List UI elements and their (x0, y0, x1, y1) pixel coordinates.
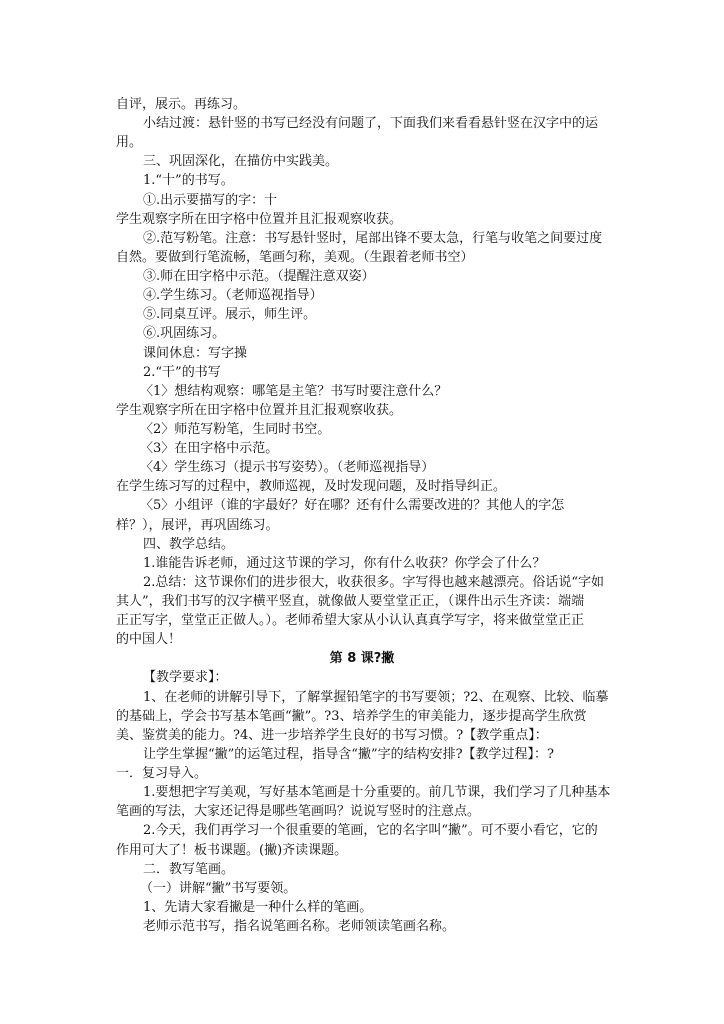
text-line: 1.要想把字写美观，写好基本笔画是十分重要的。前几节课，我们学习了几种基本 (143, 785, 611, 800)
text-line: 笔画的写法，大家还记得是哪些笔画吗？说说写竖时的注意点。 (116, 804, 481, 819)
text-line: 课间休息：写字操 (143, 346, 248, 361)
text-line: 美、鉴赏美的能力。?4、进一步培养学生良好的书写习惯。?【教学重点】： (116, 728, 548, 743)
text-line: 作用可大了！板书课题。(撇)齐读课题。 (116, 843, 348, 858)
text-line: ③.师在田字格中示范。（提醒注意双姿） (143, 269, 375, 284)
text-line: ⑤.同桌互评。展示，师生评。 (143, 307, 317, 322)
text-line: 〈3〉在田字格中示范。 (140, 441, 279, 456)
text-line: ⑥.巩固练习。 (143, 326, 226, 341)
text-line: 让学生掌握“撇”的运笔过程，指导含“撇”字的结构安排?【教学过程】：? (143, 747, 555, 762)
text-line: 样？），展评，再巩固练习。 (116, 518, 279, 533)
text-line: 的中国人！ (116, 632, 182, 647)
text-line: 1、在老师的讲解引导下，了解掌握铅笔字的书写要领；?2、在观察、比较、临摹 (143, 690, 609, 705)
section-heading: 一．复习导入。 (116, 766, 208, 781)
text-line: 正正写字，堂堂正正做人。）。老师希望大家从小认认真真学写字，将来做堂堂正正 (116, 613, 585, 628)
text-line: 【教学要求】： (143, 670, 228, 685)
text-line: ④.学生练习。（老师巡视指导） (143, 288, 323, 303)
section-heading: 二．教写笔画。 (143, 862, 235, 877)
text-line: ①.出示要描写的字：十 (143, 193, 278, 208)
text-line: 自然。要做到行笔流畅，笔画匀称，美观。（生跟着老师书空） (116, 250, 474, 265)
text-line: 用。 (116, 135, 143, 150)
text-line: 〈4〉学生练习（提示书写姿势）。（老师巡视指导） (140, 460, 435, 475)
text-line: 〈2〉师范写粉笔，生同时书空。 (140, 422, 331, 437)
text-line: 学生观察字所在田字格中位置并且汇报观察收获。 (116, 212, 403, 227)
text-line: 自评，展示。再练习。 (116, 97, 247, 112)
text-line: 1.谁能告诉老师，通过这节课的学习，你有什么收获？你学会了什么？ (143, 556, 546, 571)
text-line: 〈5〉小组评（谁的字最好？好在哪？还有什么需要改进的？其他人的字怎 (140, 498, 565, 513)
text-line: （一）讲解“撇”书写要领。 (140, 881, 297, 896)
text-line: 的基础上，学会书写基本笔画“撇”。?3、培养学生的审美能力，逐步提高学生欣赏 (116, 709, 587, 724)
text-line: 1.“十”的书写。 (143, 173, 234, 188)
text-line: 小结过渡：悬针竖的书写已经没有问题了，下面我们来看看悬针竖在汉字中的运 (143, 116, 599, 131)
text-line: 〈1〉想结构观察：哪笔是主笔？书写时要注意什么？ (140, 384, 448, 399)
text-line: 其人”，我们书写的汉字横平竖直，就像做人要堂堂正正，（课件出示生齐读：端端 (116, 594, 585, 609)
text-line: 2.“干”的书写 (143, 365, 221, 380)
text-line: 老师示范书写，指名说笔画名称。老师领读笔画名称。 (143, 919, 456, 934)
text-line: 2.今天，我们再学习一个很重要的笔画，它的名字叫“撇”。可不要小看它，它的 (143, 823, 598, 838)
section-heading: 四、教学总结。 (143, 537, 235, 552)
text-line: 在学生练习写的过程中，教师巡视，及时发现问题，及时指导纠正。 (116, 479, 507, 494)
section-heading: 三、巩固深化，在描仿中实践美。 (143, 154, 339, 169)
text-line: 1、先请大家看撇是一种什么样的笔画。 (143, 900, 373, 915)
text-line: 学生观察字所在田字格中位置并且汇报观察收获。 (116, 403, 403, 418)
text-line: 2.总结：这节课你们的进步很大，收获很多。字写得也越来越漂亮。俗话说“字如 (143, 575, 605, 590)
lesson-title: 第 8 课?撇 (329, 651, 395, 666)
text-line: ②.范写粉笔。注意：书写悬针竖时，尾部出锋不要太急，行笔与收笔之间要过度 (143, 231, 603, 246)
